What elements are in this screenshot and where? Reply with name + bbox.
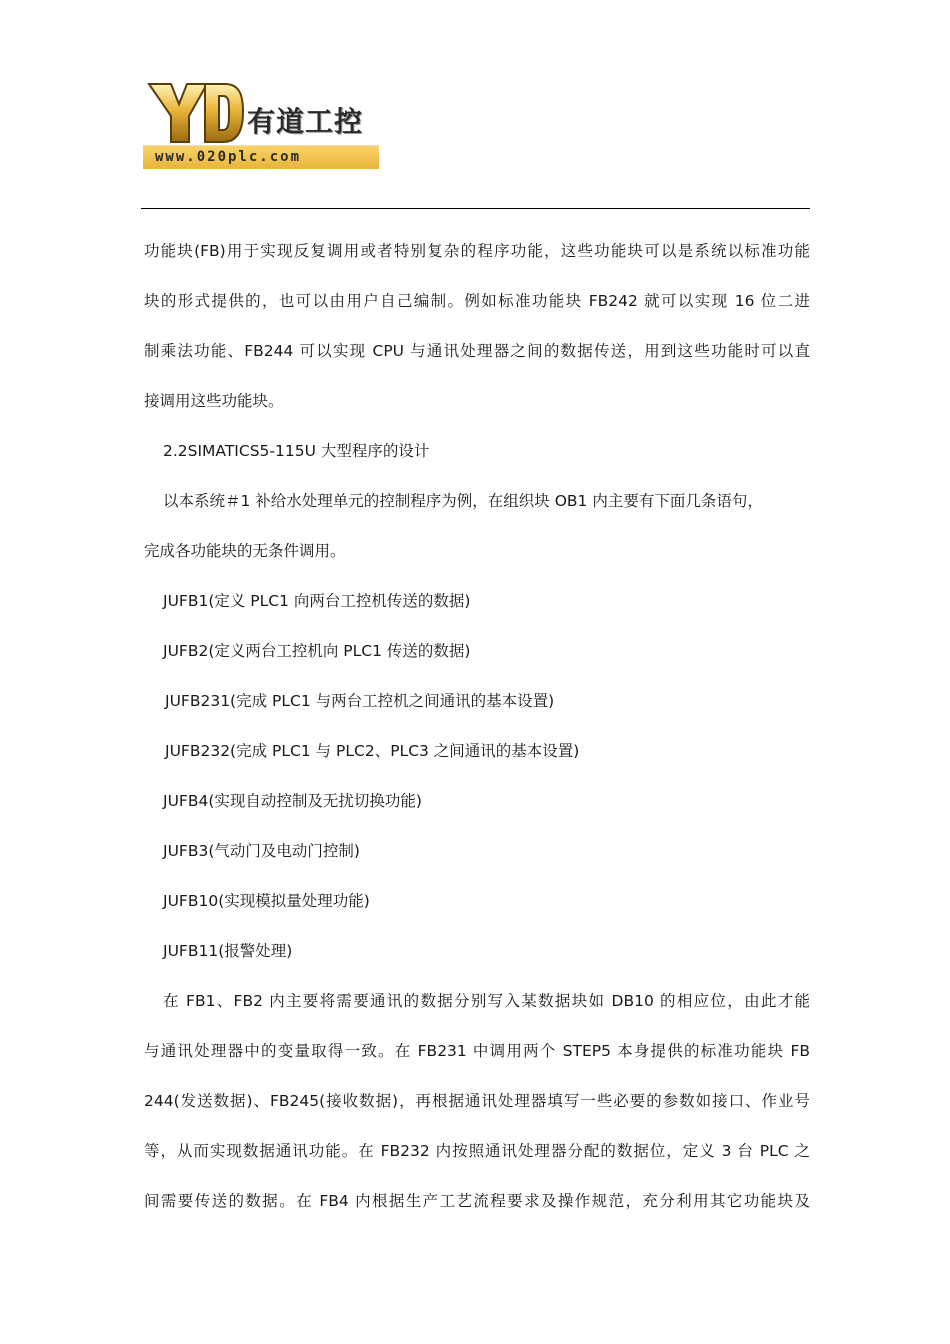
header-divider xyxy=(141,208,810,209)
paragraph-line: 接调用这些功能块。 xyxy=(144,392,284,410)
company-logo xyxy=(143,78,379,170)
call-statement: JUFB4(实现自动控制及无扰切换功能) xyxy=(163,792,422,810)
paragraph-line: 等，从而实现数据通讯功能。在 FB232 内按照通讯处理器分配的数据位，定义 3 台 PLC 之 xyxy=(144,1142,810,1160)
paragraph-line: 与通讯处理器中的变量取得一致。在 FB231 中调用两个 STEP5 本身提供的标准功能块 FB xyxy=(144,1042,810,1060)
paragraph-line: 制乘法功能、FB244 可以实现 CPU 与通讯处理器之间的数据传送，用到这些功能时可以直 xyxy=(144,342,810,360)
document-body xyxy=(144,226,810,1226)
paragraph-line: 244(发送数据)、FB245(接收数据)，再根据通讯处理器填写一些必要的参数如接口、作业号 xyxy=(144,1092,810,1110)
yd-logo-mark xyxy=(145,78,245,148)
paragraph-line: 在 FB1、FB2 内主要将需要通讯的数据分别写入某数据块如 DB10 的相应位，由此才能 xyxy=(163,992,810,1010)
call-statement: JUFB232(完成 PLC1 与 PLC2、PLC3 之间通讯的基本设置) xyxy=(165,742,580,760)
paragraph-line: 块的形式提供的，也可以由用户自己编制。例如标准功能块 FB242 就可以实现 16 位二进 xyxy=(144,292,810,310)
paragraph-line: 完成各功能块的无条件调用。 xyxy=(144,542,346,560)
section-heading: 2.2SIMATICS5-115U 大型程序的设计 xyxy=(163,442,430,460)
call-statement: JUFB3(气动门及电动门控制) xyxy=(163,842,360,860)
call-statement: JUFB1(定义 PLC1 向两台工控机传送的数据) xyxy=(163,592,471,610)
call-statement: JUFB11(报警处理) xyxy=(163,942,293,960)
paragraph-line: 功能块(FB)用于实现反复调用或者特别复杂的程序功能，这些功能块可以是系统以标准功能 xyxy=(144,242,810,260)
call-statement: JUFB10(实现模拟量处理功能) xyxy=(163,892,370,910)
call-statement: JUFB2(定义两台工控机向 PLC1 传送的数据) xyxy=(163,642,471,660)
logo-url-bar xyxy=(143,145,379,169)
paragraph-line: 间需要传送的数据。在 FB4 内根据生产工艺流程要求及操作规范，充分利用其它功能块及 xyxy=(144,1192,810,1210)
logo-url: www.020plc.com xyxy=(155,149,302,165)
call-statement: JUFB231(完成 PLC1 与两台工控机之间通讯的基本设置) xyxy=(165,692,555,710)
logo-brand-name: 有道工控 xyxy=(247,105,364,138)
paragraph-line: 以本系统＃1 补给水处理单元的控制程序为例，在组织块 OB1 内主要有下面几条语句， xyxy=(163,492,763,510)
